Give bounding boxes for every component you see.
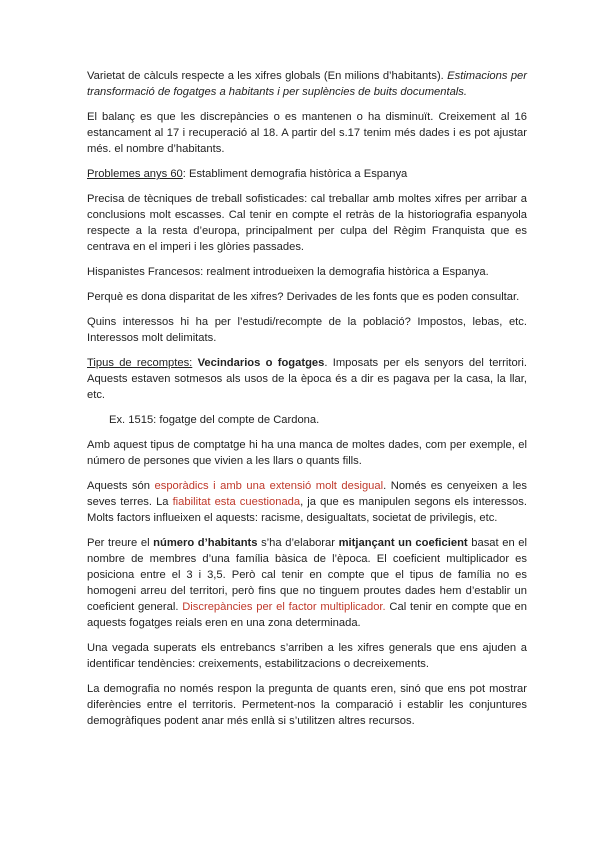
sporadic-text-2: . Només es cenyeixen a les seves terres. La — [87, 480, 527, 508]
coef-text-3: basat en el nombre de membres d’una família bàsica de l’època. El coeficient multiplicador es posiciona entre el 3 i 3,5. Però cal tenir en compte que el tipus de família no es homogeni arreu del territori, però fins que no tinguem proutes dades hem d’establir un coeficient general. — [87, 537, 527, 613]
coefficient-bold: mitjançant un coeficient — [338, 537, 468, 549]
count-types-text: . Imposats per els senyors del territori. Aquests estaven sotmesos als usos de la època és a dir es pagava per la casa, la llar, etc. — [87, 357, 527, 401]
vecindarios-bold: Vecindarios o fogatges — [197, 357, 325, 369]
inhabitants-bold: número d’habitants — [153, 537, 258, 549]
discrepancies-highlight: Discrepàncies per el factor multiplicador. — [182, 601, 386, 613]
paragraph-demography: La demografia no només respon la pregunta de quants eren, sinó que ens pot mostrar diferències entre el territoris. Permetent-nos la comparació i establir les conjuntures demogràfiques podent anar més enllà si s’utilitzen altres recursos. — [87, 683, 527, 727]
sporadic-text-1: Aquests són — [87, 480, 155, 492]
paragraph-example: Ex. 1515: fogatge del compte de Cardona. — [109, 414, 320, 426]
paragraph-estimates — [87, 68, 527, 100]
sporadic-text-3: , ja que es manipulen segons els interessos. Molts factors influeixen el aquests: racisme, desigualtats, societat de privilegis, etc. — [87, 496, 527, 524]
coef-text-1: Per treure el — [87, 537, 154, 549]
paragraph-disparity: Perquè es dona disparitat de les xifres? Derivades de les fonts que es poden consultar. — [87, 291, 520, 303]
paragraph-missing-data: Amb aquest tipus de comptatge hi ha una manca de moltes dades, com per exemple, el número de persones que vivien a les llars o quants fills. — [87, 439, 527, 467]
estimates-text: Varietat de càlculs respecte a les xifres globals (En milions d’habitants). — [87, 70, 448, 82]
count-types-heading: Tipus de recomptes: — [87, 357, 193, 369]
paragraph-problems-60s — [87, 166, 527, 182]
coef-text-4: Cal tenir en compte que en aquests fogatges reials eren en una zona determinada. — [87, 601, 527, 629]
reliability-highlight: fiabilitat esta cuestionada — [172, 496, 301, 508]
paragraph-techniques: Precisa de tècniques de treball sofisticades: cal treballar amb moltes xifres per arribar a conclusions molt escasses. Cal tenir en compte el retràs de la historiografia espanyola respecte a la resta d’europa, principalment per culpa del Règim Franquista que es centrava en el imperi i les glòries passades. — [87, 193, 527, 253]
sporadic-highlight: esporàdics i amb una extensió molt desigual — [154, 480, 384, 492]
paragraph-interests: Quins interessos hi ha per l’estudi/recompte de la població? Impostos, lebas, etc. Interessos molt delimitats. — [87, 316, 527, 344]
paragraph-general-figures: Una vegada superats els entrebancs s’arriben a les xifres generals que ens ajuden a identificar tendències: creixements, estabilitzacions o decreixements. — [87, 642, 527, 670]
estimates-italic-text: Estimacions per transformació de fogatges a habitants i per suplències de buits documentals. — [87, 70, 527, 98]
paragraph-count-types — [87, 355, 527, 403]
document-page — [87, 68, 527, 738]
paragraph-sporadic — [87, 478, 527, 526]
paragraph-balance: El balanç es que les discrepàncies o es mantenen o ha disminuït. Creixement al 16 estancament al 17 i recuperació al 18. A partir del s.17 tenim més dades i es pot ajustar més. el nombre d’habitants. — [87, 111, 527, 155]
coef-text-2: s’ha d’elaborar — [257, 537, 339, 549]
problems-text: : Establiment demografia històrica a Espanya — [182, 168, 408, 180]
paragraph-hispanists: Hispanistes Francesos: realment introdueixen la demografia històrica a Espanya. — [87, 266, 489, 278]
paragraph-coefficient — [87, 535, 527, 631]
problems-heading: Problemes anys 60 — [87, 168, 183, 180]
